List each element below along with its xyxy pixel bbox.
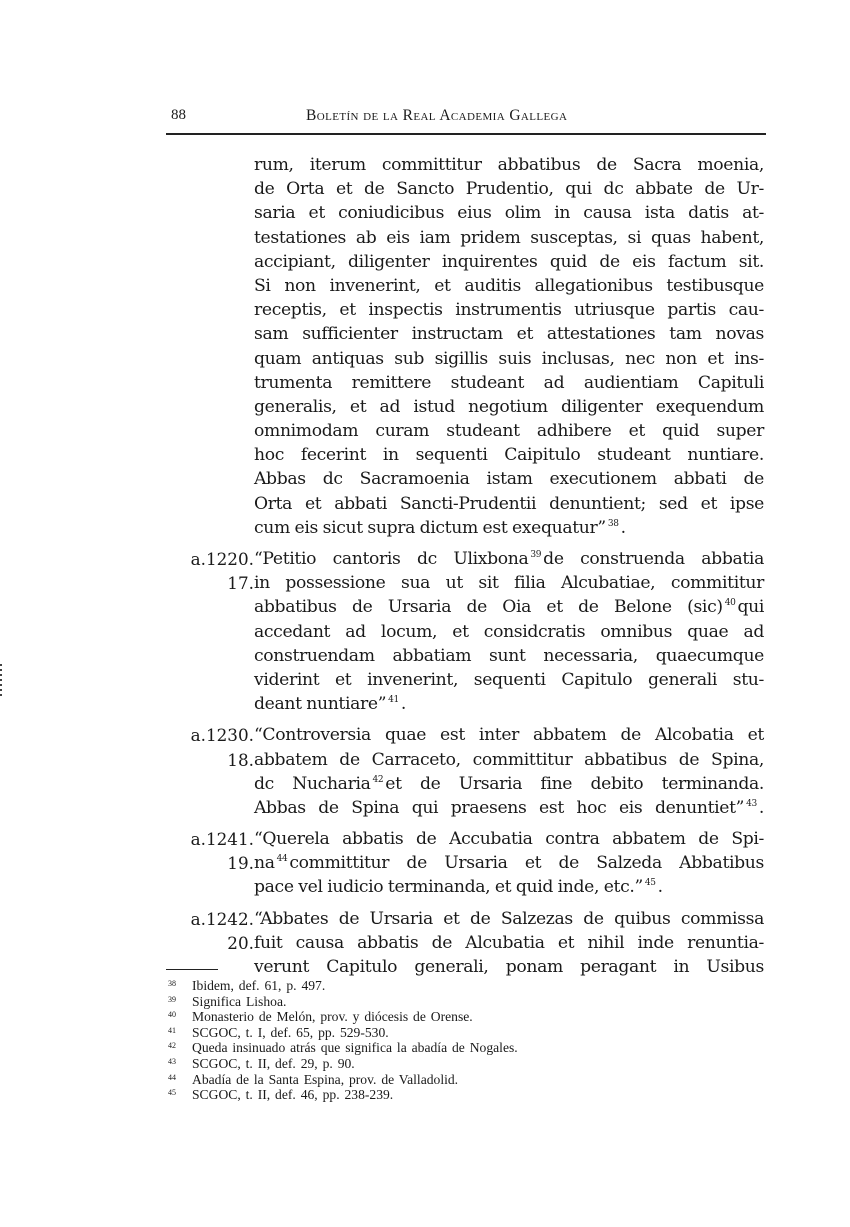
text-line: de Orta et de Sancto Prudentio, qui dc abbate de Ur-	[254, 179, 764, 200]
footnote-40: 40 Monasterio de Melón, prov. y diócesis de Orense.	[168, 1009, 473, 1025]
scan-artifact-marks	[0, 664, 3, 699]
page-number: 88	[171, 107, 186, 123]
text-line: abbatibus de Ursaria de Oia et de Belone (sic) $^{40}$ qui	[254, 597, 764, 618]
text-line: Orta et abbati Sancti-Prudentii denuntient; sed et ipse	[254, 493, 764, 514]
continuation-paragraph	[166, 153, 766, 540]
text-line: construendam abbatiam sunt necessaria, quaecumque	[254, 645, 764, 666]
footnote-ref[interactable]: 45	[644, 878, 656, 889]
footnote-ref[interactable]: 41	[388, 695, 399, 706]
text-line: 20. fuit causa abbatis de Alcubatia et nihil inde renuntia-	[166, 931, 766, 955]
footnotes	[166, 978, 686, 1103]
text-line: Abbas dc Sacramoenia istam executionem abbati de	[254, 469, 764, 490]
entry-19	[166, 827, 766, 900]
text-line: 18. abbatem de Carraceto, committitur abbatibus de Spina,	[166, 748, 766, 772]
footnote-42: 42 Queda insinuado atrás que significa la abadía de Nogales.	[168, 1040, 518, 1056]
text-line: saria et coniudicibus eius olim in causa ista datis at-	[254, 203, 764, 224]
footnote-ref[interactable]: 38	[607, 518, 619, 529]
entry-year: a.1220.	[190, 549, 254, 569]
footnote-ref[interactable]: 44	[276, 854, 288, 865]
footnote-43: 43 SCGOC, t. II, def. 29, p. 90.	[168, 1055, 355, 1071]
footnote-ref[interactable]: 42	[372, 774, 384, 785]
entry-number: 18.	[227, 749, 254, 770]
text-line: receptis, et inspectis instrumentis utriusque partis cau-	[254, 300, 764, 321]
footnote-41: 41 SCGOC, t. I, def. 65, pp. 529-530.	[168, 1024, 389, 1040]
footnote-44: 44 Abadía de la Santa Espina, prov. de Valladolid.	[168, 1071, 459, 1087]
text-line: a.1230. “Controversia quae est inter abbatem de Alcobatia et	[166, 723, 766, 747]
entry-year: a.1242.	[190, 908, 254, 929]
footnote-rule	[166, 969, 218, 970]
text-line: Abbas de Spina qui praesens est hoc eis denuntiet” $^{43}$ .	[254, 797, 764, 818]
text-line: generalis, et ad istud negotium diligenter exequendum	[254, 396, 764, 417]
text-line: verunt Capitulo generali, ponam peragant in Usibus	[254, 957, 764, 977]
text-line: deant nuntiare” $^{41}$ .	[254, 694, 407, 715]
text-line: cum eis sicut supra dictum est exequatur” $^{38}$ .	[254, 517, 626, 538]
text-line: rum, iterum committitur abbatibus de Sacra moenia,	[254, 155, 764, 175]
footnote-ref[interactable]: 43	[746, 798, 757, 809]
text-line: dc Nucharia $^{42}$ et de Ursaria fine debito terminanda.	[254, 773, 764, 794]
text-line: quam antiquas sub sigillis suis inclusas, nec non et ins-	[254, 348, 764, 369]
text-line: a.1220. “Petitio cantoris dc Ulixbona $^{39}$ de construenda abbatia	[166, 547, 766, 571]
entry-20	[166, 907, 766, 980]
text-line: pace vel iudicio terminanda, et quid inde, etc.” $^{45}$ .	[254, 877, 663, 898]
text-line: omnimodam curam studeant adhibere et quid super	[254, 421, 764, 442]
footnote-45: 45 SCGOC, t. II, def. 46, pp. 238-239.	[168, 1087, 394, 1103]
text-line: accipiant, diligenter inquirentes quid de eis factum sit.	[254, 251, 764, 272]
footnote-38: 38 Ibidem, def. 61, p. 497.	[168, 978, 326, 993]
footnote-39: 39 Significa Lishoa.	[168, 993, 287, 1009]
entry-year: a.1230.	[190, 725, 254, 746]
footnote-ref[interactable]: 39	[530, 550, 542, 560]
text-line: 17. in possessione sua ut sit filia Alcubatiae, commititur	[166, 571, 766, 595]
text-line: a.1241. “Querela abbatis de Accubatia contra abbatem de Spi-	[166, 827, 766, 851]
journal-title: Boletín de la Real Academia Gallega	[306, 107, 568, 124]
text-line: accedant ad locum, et considcratis omnibus quae ad	[254, 621, 764, 642]
footnote-ref[interactable]: 40	[724, 598, 736, 609]
text-line: hoc fecerint in sequenti Caipitulo studeant nuntiare.	[254, 445, 764, 466]
text-line: trumenta remittere studeant ad audientiam Capituli	[254, 372, 764, 393]
entry-year: a.1241.	[190, 829, 254, 850]
entry-number: 20.	[227, 932, 254, 953]
text-line: a.1242. “Abbates de Ursaria et de Salzezas de quibus commissa	[166, 907, 766, 931]
entry-number: 17.	[227, 573, 254, 594]
text-line: viderint et invenerint, sequenti Capitulo generali stu-	[254, 669, 764, 690]
text-line: Si non invenerint, et auditis allegationibus testibusque	[254, 275, 764, 296]
entry-18	[166, 723, 766, 820]
header-rule	[166, 133, 766, 135]
text-line: 19. na $^{44}$ committitur de Ursaria et de Salzeda Abbatibus	[166, 851, 766, 875]
entry-17	[166, 547, 766, 716]
body-text	[166, 153, 766, 979]
text-line: testationes ab eis iam pridem susceptas, si quas habent,	[254, 227, 764, 248]
entry-number: 19.	[227, 853, 254, 874]
running-head	[166, 106, 766, 128]
text-line: sam sufficienter instructam et attestationes tam novas	[254, 324, 764, 345]
